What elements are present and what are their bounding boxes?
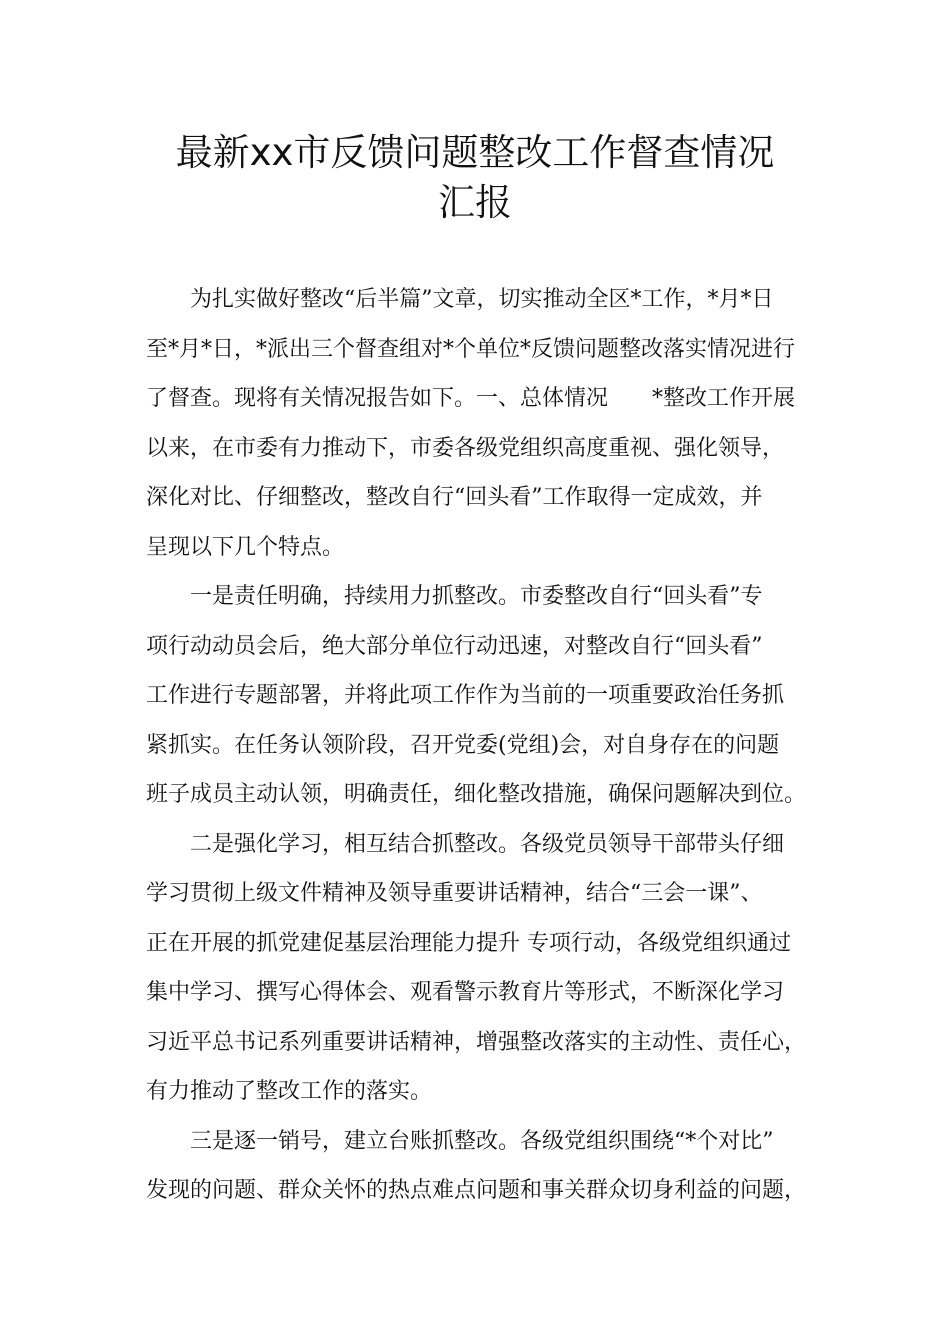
document-title (120, 128, 830, 228)
title-line-1: 最新xx市反馈问题整改工作督查情况 (175, 131, 775, 174)
document-body (146, 275, 826, 1216)
paragraph-2-line-1: 一是责任明确，持续用力抓整改。市委整改自行“回头看”专 (190, 584, 763, 609)
paragraph-2-line-4: 紧抓实。在任务认领阶段，召开党委(党组)会，对自身存在的问题 (146, 732, 780, 758)
paragraph-1-line-4: 以来，在市委有力推动下，市委各级党组织高度重视、强化领导， (146, 435, 785, 461)
paragraph-4-line-1: 三是逐一销号，建立台账抓整改。各级党组织围绕“*个对比” (190, 1128, 774, 1154)
paragraph-2-line-3: 工作进行专题部署，并将此项工作作为当前的一项重要政治任务抓 (146, 683, 785, 708)
title-line-2: 汇报 (438, 181, 512, 224)
paragraph-1-line-1: 为扎实做好整改“后半篇”文章，切实推动全区*工作，*月*日 (190, 287, 774, 312)
paragraph-2-line-5: 班子成员主动认领，明确责任，细化整改措施，确保问题解决到位。 (146, 782, 807, 807)
paragraph-3-line-5: 习近平总书记系列重要讲话精神，增强整改落实的主动性、责任心， (146, 1029, 807, 1055)
paragraph-2-line-2: 项行动动员会后，绝大部分单位行动迅速，对整改自行“回头看” (146, 633, 763, 659)
paragraph-3-line-3: 正在开展的抓党建促基层治理能力提升 专项行动，各级党组织通过 (146, 930, 791, 956)
paragraph-3-line-4: 集中学习、撰写心得体会、观看警示教育片等形式，不断深化学习 (146, 980, 785, 1005)
paragraph-1-line-6: 呈现以下几个特点。 (146, 534, 345, 560)
paragraph-3-line-6: 有力推动了整改工作的落实。 (146, 1079, 433, 1104)
paragraph-4-line-2: 发现的问题、群众关怀的热点难点问题和事关群众切身利益的问题， (146, 1178, 807, 1203)
paragraph-3-line-2: 学习贯彻上级文件精神及领导重要讲话精神，结合“三会一课”、 (146, 881, 763, 906)
paragraph-3-line-1: 二是强化学习，相互结合抓整改。各级党员领导干部带头仔细 (190, 831, 785, 857)
paragraph-1-line-3: 了督查。现将有关情况报告如下。一、总体情况 *整改工作开展 (146, 386, 796, 411)
paragraph-1-line-5: 深化对比、仔细整改，整改自行“回头看”工作取得一定成效，并 (146, 485, 763, 510)
paragraph-1-line-2: 至*月*日，*派出三个督查组对*个单位*反馈问题整改落实情况进行 (146, 336, 796, 362)
